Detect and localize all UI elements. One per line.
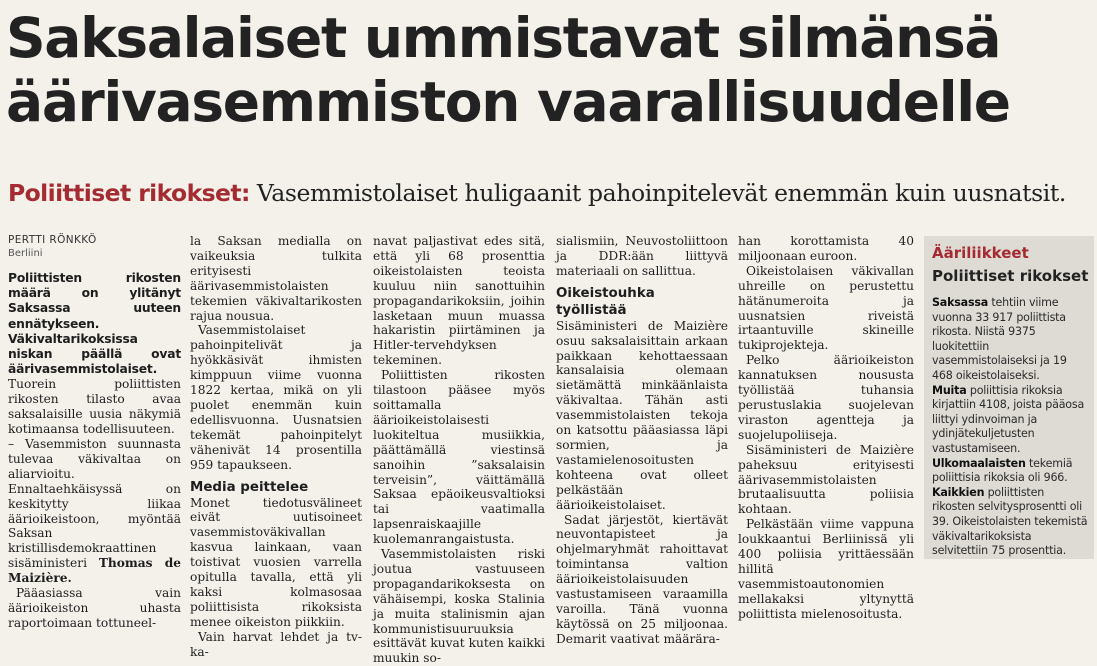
- factbox-item-lead: Kaikkien: [932, 485, 985, 499]
- quote-text: – Vasemmiston suunnasta tulevaa väkivaltaa on aliarvioitu. Ennaltaehkäisyssä on keskitytty liikaa äärioikeistoon, myöntää Saksan kristillisdemokraattinen sisäministeri: [8, 437, 181, 571]
- factbox-item: [932, 486, 1089, 559]
- paragraph: Vasemmistolaiset pahoinpitelivät ja hyökkäsivät ihmisten kimppuun viime vuonna 1822 kertaa, mikä on yli puolet enemmän kuin edellisvuonna. Uusnatsien tekemät pahoinpitelyt vähenivät 14 prosentilla 959 tapaukseen.: [190, 323, 362, 472]
- paragraph: Oikeistolaisen väkivallan uhreille on perustettu hätänumeroita ja uusnatsien riveistä irtaantuville skineille tukiprojekteja.: [738, 263, 914, 353]
- paragraph: sialismiin, Neuvostoliittoon ja DDR:ään liittyvä materiaali on sallittua.: [556, 234, 728, 278]
- quote-paragraph: [8, 437, 181, 586]
- lede: Poliittisten rikosten määrä on ylitänyt Saksassa uuteen ennätykseen. Väkivaltarikoksissa niskan päällä ovat äärivasemmistolaiset.: [8, 271, 181, 377]
- paragraph: Vain harvat lehdet ja tv-ka-: [190, 629, 362, 659]
- factbox-item-lead: Saksassa: [932, 296, 989, 309]
- paragraph: Tuorein poliittisten rikosten tilasto avaa saksalaisille uusia näkymiä kotimaansa todellisuuteen.: [8, 377, 181, 437]
- factbox-item-text: poliittisten rikosten selvitysprosentti oli 39. Oikeistolaisten tekemistä väkivaltarikoksista selvitettiin 75 prosenttia.: [932, 485, 1088, 558]
- subheadline: [8, 176, 1093, 210]
- factbox-title: Poliittiset rikokset: [932, 267, 1089, 285]
- headline: [6, 6, 1094, 134]
- article-column-2: [190, 234, 362, 659]
- factbox-item: [932, 296, 1089, 384]
- factbox-item-text: tehtiin viime vuonna 33 917 poliittista rikosta. Niistä 9375 luokitettiin vasemmistolaiseksi ja 19 468 oikeistolaiseksi.: [932, 296, 1067, 382]
- paragraph: Pääasiassa vain äärioikeiston uhasta raportoimaan tottuneel-: [8, 586, 181, 630]
- byline-author: PERTTI RÖNKKÖ: [8, 234, 97, 246]
- article-column-5: [738, 234, 914, 621]
- article-column-3: [373, 234, 545, 666]
- section-subtitle: Oikeistouhka työllistää: [556, 285, 655, 318]
- paragraph: la Saksan medialla on vaikeuksia tulkita erityisesti äärivasemmistolaisten tekemien väkivaltarikosten rajua nousua.: [190, 234, 362, 323]
- factbox-item-lead: Muita: [932, 383, 967, 397]
- paragraph: han korottamista 40 miljoonaan euroon.: [738, 234, 914, 263]
- article-column-4: [556, 234, 728, 646]
- headline-line-1: Saksalaiset ummistavat silmänsä: [6, 6, 1001, 70]
- person-name: Thomas de Maizière.: [8, 556, 182, 586]
- paragraph: Pelkästään viime vappuna loukkaantui Berliinissä yli 400 poliisia yrittäessään hillitä vasemmistoautonomien mellakaksi yltynyttä poliittista mielenosoitusta.: [738, 517, 914, 621]
- headline-line-2: äärivasemmiston vaarallisuudelle: [6, 70, 1010, 134]
- paragraph: Poliittisten rikosten tilastoon pääsee myös soittamalla äärioikeistolaisesti luokiteltua musiikkia, päättämällä viestinsä sanoihin ”saksalaisin terveisin”, väittämällä Saksaa epäoikeusvaltioksi tai vaatimalla lapsenraiskaajille kuolemanrangaistusta.: [373, 368, 545, 547]
- paragraph: Sisäministeri de Maizière osuu saksalaisittain arkaan paikkaan kehottaessaan kansalaisia olemaan sietämättä minkäänlaista väkivaltaa. Tähän asti vasemmistolaisten tekoja on katsottu pääasiassa läpi sormien, ja vastamielenosoitusten kohteena ovat olleet pelkästään äärioikeistolaiset.: [556, 318, 728, 512]
- subhead-deck: Vasemmistolaiset huligaanit pahoinpitelevät enemmän kuin uusnatsit.: [256, 179, 1066, 207]
- paragraph: Vasemmistolaisten riski joutua vastuuseen propagandarikoksesta on vähäisempi, koska Stalinia ja muita stalinismin ajan kommunistisuuruuksia esittävät kuvat kuten kaikki muukin so-: [373, 547, 545, 666]
- byline-place: Berliini: [8, 248, 43, 259]
- subhead-kicker: Poliittiset rikokset:: [8, 179, 250, 207]
- factbox-kicker: Ääriliikkeet: [932, 244, 1029, 262]
- factbox-item-text: tekemiä poliittisia rikoksia oli 966.: [932, 456, 1073, 485]
- factbox-item-text: poliittisia rikoksia kirjattiin 4108, joista pääosa liittyi ydinvoiman ja ydinjätekuljetusten vastustamiseen.: [932, 383, 1085, 455]
- paragraph: Pelko äärioikeiston kannatuksen noususta työllistää tuhansia perustuslakia suojelevan viraston agentteja ja suojelupoliiseja.: [738, 353, 914, 442]
- factbox-item: [932, 457, 1089, 486]
- section-subtitle: Media peittelee: [190, 479, 309, 495]
- paragraph: Monet tiedotusvälineet eivät uutisoineet vasemmistoväkivallan kasvua lainkaan, vaan toistivat vuosien varrella opitulla tavalla, että yli kaksi kolmasosaa poliittisista rikoksista menee oikeiston piikkiin.: [190, 495, 362, 629]
- factbox-item-lead: Ulkomaalaisten: [932, 456, 1026, 470]
- factbox: [924, 236, 1094, 559]
- paragraph: navat paljastivat edes sitä, että yli 68 prosenttia oikeistolaisten teoista kuuluu niin sanottuihin propagandarikoksiin, joihin lasketaan muun muassa hakaristin piirtäminen ja Hitler-tervehdyksen tekeminen.: [373, 234, 545, 368]
- factbox-item: [932, 384, 1089, 457]
- paragraph: Sisäministeri de Maizière paheksuu erityisesti äärivasemmistolaisten brutaalisuutta poliisia kohtaan.: [738, 442, 914, 517]
- paragraph: Sadat järjestöt, kiertävät neuvontapisteet ja ohjelmaryhmät rahoittavat toimintansa valtion äärioikeistolaisuuden vastustamiseen varaamilla varoilla. Tänä vuonna käytössä on 25 miljoonaa. Demarit vaativat määrära-: [556, 512, 728, 646]
- article-column-1: [8, 234, 182, 630]
